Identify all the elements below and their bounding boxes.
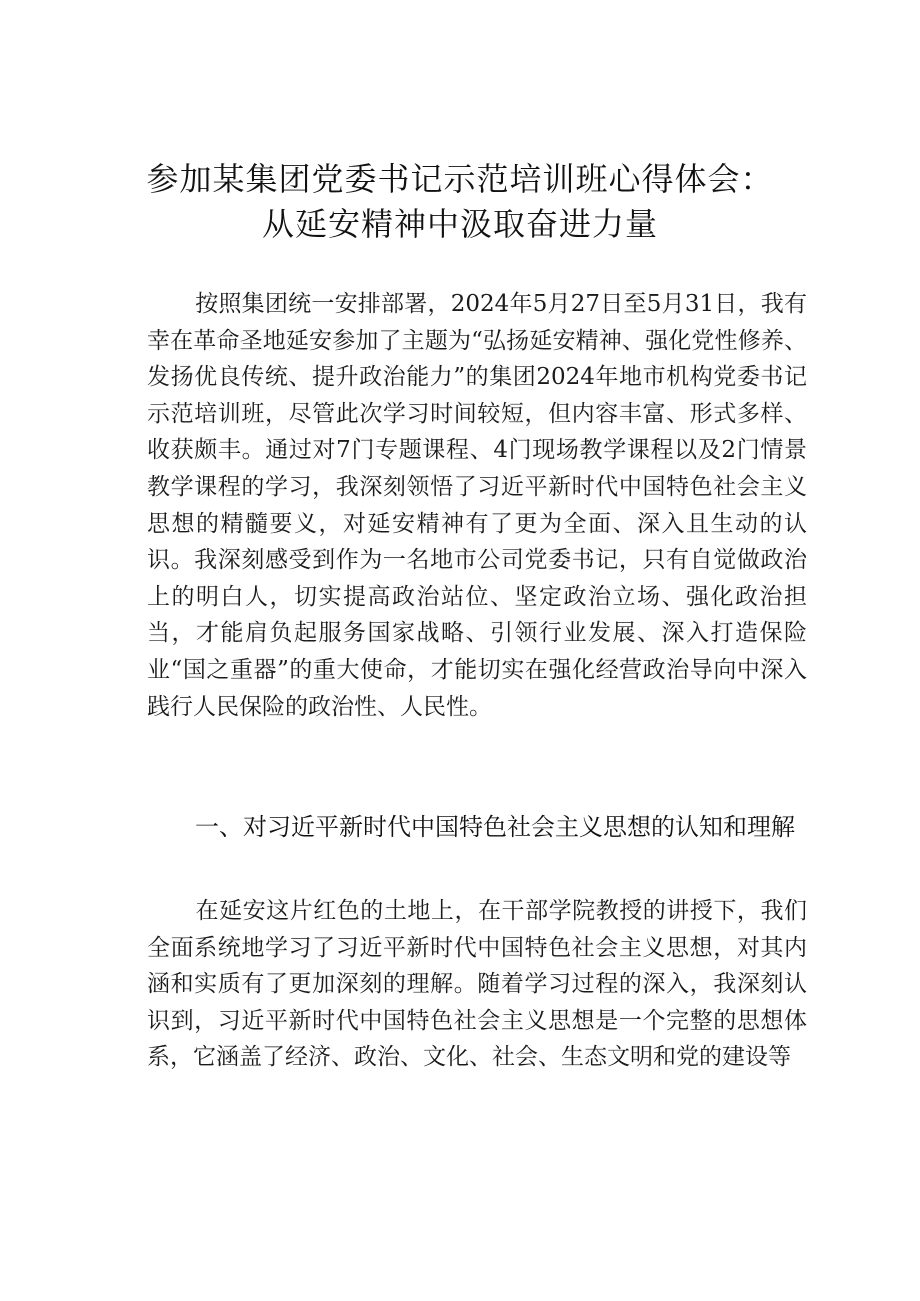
section-paragraph (147, 893, 807, 1133)
intro-paragraph-text: 按照集团统一安排部署，2024年5月27日至5月31日，我有幸在革命圣地延安参加了主题为“弘扬延安精神、强化党性修养、发扬优良传统、提升政治能力”的集团2024年地市机构党委书记示范培训班，尽管此次学习时间较短，但内容丰富、形式多样、收获颇丰。通过对7门专题课程、4门现场教学课程以及2门情景教学课程的学习，我深刻领悟了习近平新时代中国特色社会主义思想的精髓要义，对延安精神有了更为全面、深入且生动的认识。我深刻感受到作为一名地市公司党委书记，只有自觉做政治上的明白人，切实提高政治站位、坚定政治立场、强化政治担当，才能肩负起服务国家战略、引领行业发展、深入打造保险业“国之重器”的重大使命，才能切实在强化经营政治导向中深入践行人民保险的政治性、人民性。 (147, 291, 807, 720)
section-heading-text: 一、对习近平新时代中国特色社会主义思想的认知和理解 (195, 813, 795, 841)
section-heading (147, 807, 807, 847)
section-paragraph-text: 在延安这片红色的土地上，在干部学院教授的讲授下，我们全面系统地学习了习近平新时代中国特色社会主义思想，对其内涵和实质有了更加深刻的理解。随着学习过程的深入，我深刻认识到，习近平新时代中国特色社会主义思想是一个完整的思想体系，它涵盖了经济、政治、文化、社会、生态文明和党的建设等 (147, 898, 807, 1071)
document-title-line-1: 参加某集团党委书记示范培训班心得体会： (146, 160, 774, 198)
intro-paragraph (147, 286, 807, 796)
document-title-line-2: 从延安精神中汲取奋进力量 (261, 205, 658, 243)
